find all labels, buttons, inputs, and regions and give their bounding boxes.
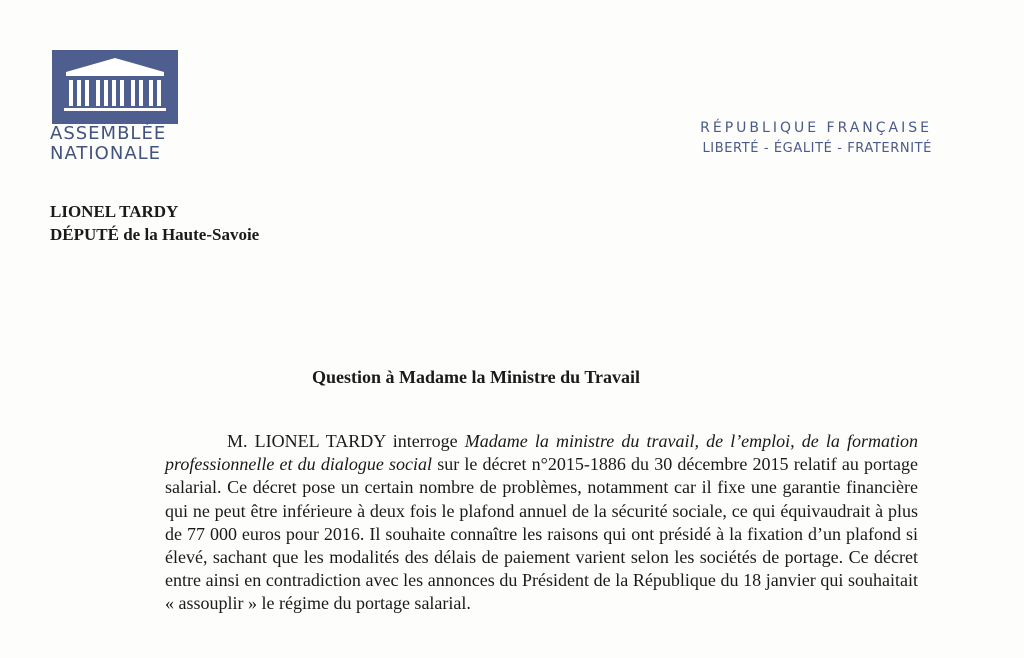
author-block (50, 200, 259, 246)
question-addressee: Madame la ministre du travail, de l’emploi, de la formation professionnelle et du dialogue social (165, 431, 918, 475)
question-paragraph (165, 430, 918, 616)
logo-line-1: ASSEMBLÉE (50, 123, 167, 144)
question-text: sur le décret n°2015-1886 du 30 décembre 2015 relatif au portage salarial. Ce décret pose un certain nombre de problèmes, notamment car il fixe une garantie financière qui ne peut être inférieure à deux fois le plafond annuel de la sécurité sociale, ce qui équivaudrait à plus de 77 000 euros pour 2016. Il souhaite connaître les raisons qui ont présidé à la fixation d’un plafond si élevé, sachant que les modalités des délais de paiement varient selon les sociétés de portage. Ce décret entre ainsi en contradiction avec les annonces du Président de la République du 18 janvier qui souhaitait « assouplir » le régime du portage salarial. (165, 454, 919, 614)
author-role (50, 223, 259, 246)
author-constituency: de la Haute-Savoie (118, 225, 260, 244)
republic-header (700, 118, 932, 160)
document-title: Question à Madame la Ministre du Travail (311, 367, 640, 387)
building-icon (52, 50, 178, 124)
republic-title: RÉPUBLIQUE FRANÇAISE (700, 120, 932, 136)
logo-line-2: NATIONALE (50, 143, 162, 164)
assemblee-nationale-wordmark (50, 124, 182, 164)
author-name: LIONEL TARDY (50, 202, 179, 221)
assemblee-nationale-logo-emblem (52, 50, 178, 124)
question-body (165, 430, 918, 616)
author-role-label: DÉPUTÉ (50, 225, 119, 244)
republic-motto: LIBERTÉ - ÉGALITÉ - FRATERNITÉ (702, 141, 932, 156)
question-intro: M. LIONEL TARDY interroge (227, 431, 465, 451)
